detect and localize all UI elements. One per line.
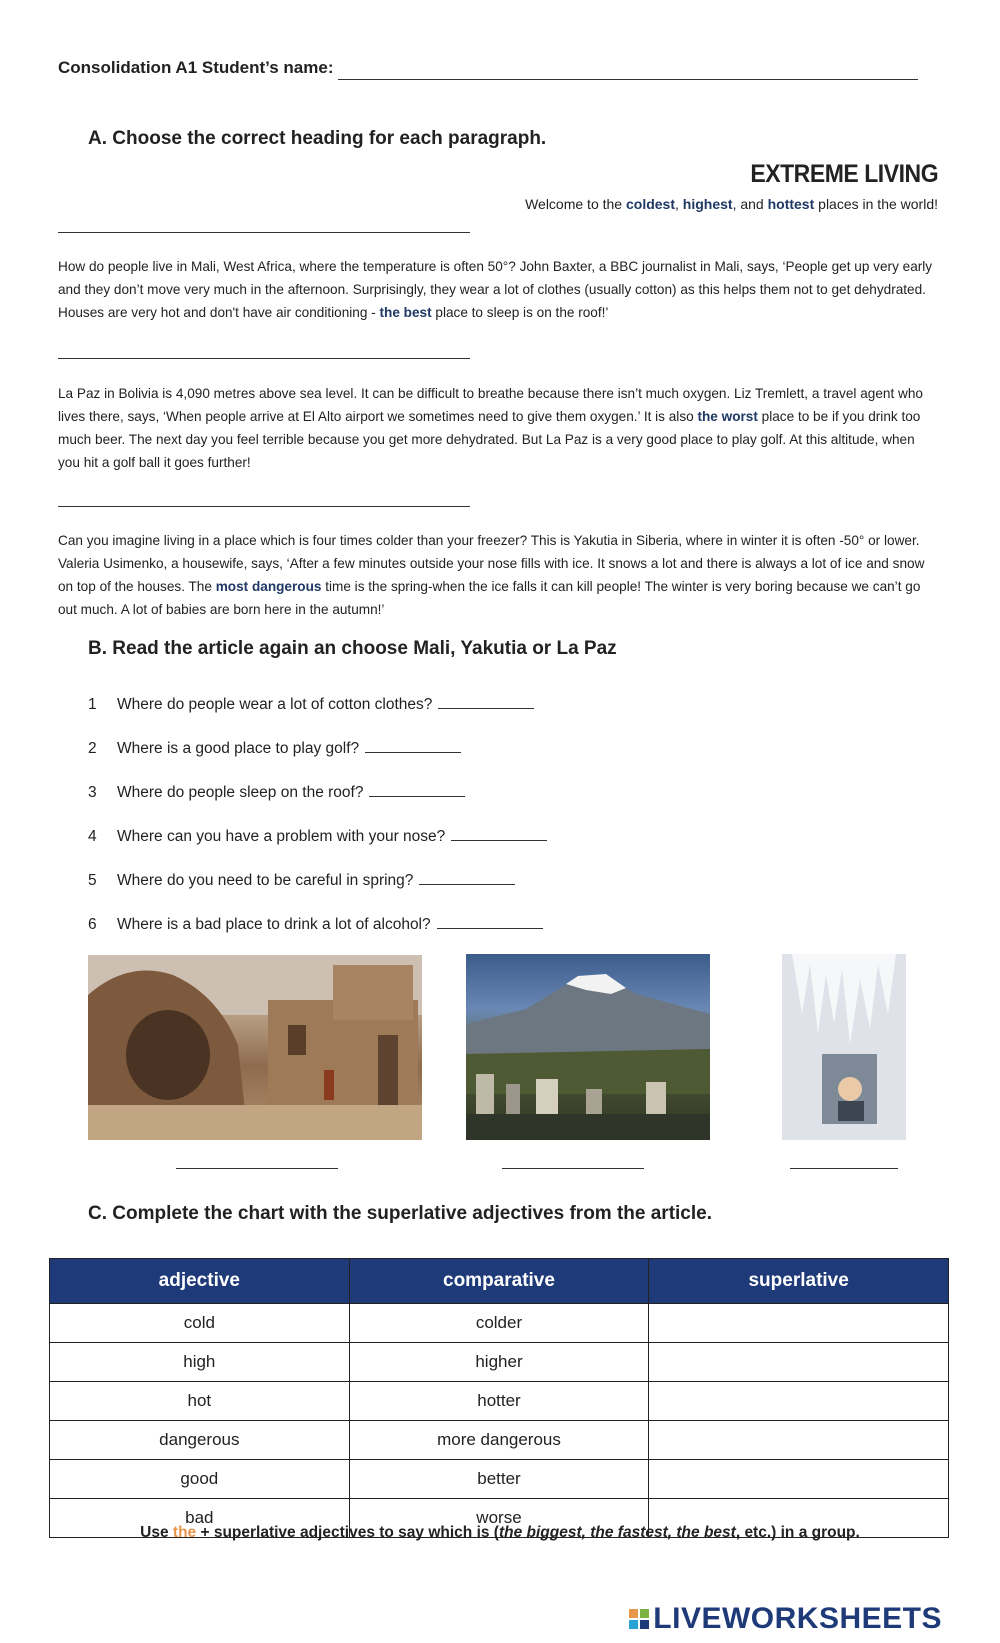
yakutia-photo <box>782 954 906 1140</box>
superlative-input[interactable] <box>649 1382 949 1421</box>
superlative-input[interactable] <box>649 1421 949 1460</box>
adjective-cell: good <box>50 1460 350 1499</box>
photo-caption-input-2[interactable] <box>502 1168 644 1169</box>
comparative-cell: worse <box>349 1499 649 1538</box>
comparative-cell: better <box>349 1460 649 1499</box>
heading-answer-input-3[interactable] <box>58 506 470 507</box>
table-row <box>50 1343 949 1382</box>
adjective-cell: hot <box>50 1382 350 1421</box>
column-header-comparative: comparative <box>349 1259 649 1304</box>
adjective-cell: cold <box>50 1304 350 1343</box>
adjective-cell: bad <box>50 1499 350 1538</box>
answer-input[interactable] <box>451 826 547 841</box>
question-item: 5 Where do you need to be careful in spring? <box>88 870 515 890</box>
la-paz-photo <box>466 954 710 1140</box>
heading-answer-input-1[interactable] <box>58 232 470 233</box>
comparative-cell: higher <box>349 1343 649 1382</box>
question-item: 3 Where do people sleep on the roof? <box>88 782 465 802</box>
superlative-input[interactable] <box>649 1304 949 1343</box>
question-item: 6 Where is a bad place to drink a lot of alcohol? <box>88 914 543 934</box>
answer-input[interactable] <box>369 782 465 797</box>
adjective-cell: high <box>50 1343 350 1382</box>
question-item: 4 Where can you have a problem with your nose? <box>88 826 547 846</box>
heading-answer-input-2[interactable] <box>58 358 470 359</box>
student-name-label: Consolidation A1 Student’s name: <box>58 58 334 77</box>
highlight-coldest: coldest <box>625 196 675 212</box>
question-item: 2 Where is a good place to play golf? <box>88 738 461 758</box>
comparative-cell: more dangerous <box>349 1421 649 1460</box>
answer-input[interactable] <box>437 914 543 929</box>
table-row <box>50 1304 949 1343</box>
adjectives-chart <box>49 1258 949 1538</box>
article-subtitle: Welcome to the coldest, highest, and hottest places in the world! <box>525 196 938 212</box>
comparative-cell: colder <box>349 1304 649 1343</box>
section-c-heading: C. Complete the chart with the superlative adjectives from the article. <box>88 1203 713 1224</box>
brand-name: LIVEWORKSHEETS <box>653 1602 942 1635</box>
superlative-input[interactable] <box>649 1460 949 1499</box>
column-header-superlative: superlative <box>649 1259 949 1304</box>
table-row <box>50 1382 949 1421</box>
highlight-highest: highest <box>682 196 733 212</box>
photo-caption-input-1[interactable] <box>176 1168 338 1169</box>
liveworksheets-icon <box>629 1609 649 1629</box>
paragraph-la-paz: La Paz in Bolivia is 4,090 metres above sea level. It can be difficult to breathe because there isn’t much oxygen. Liz Tremlett, a travel agent who lives there, says, ‘When people arrive at El Alto airport we sometimes need to give them oxygen.’ It is also the worst place to be if you drink too much beer. The next day you feel terrible because you get more dehydrated. But La Paz is a very good place to play golf. At this altitude, when you hit a golf ball it goes further! <box>58 386 923 470</box>
answer-input[interactable] <box>438 694 534 709</box>
photo-caption-input-3[interactable] <box>790 1168 898 1169</box>
article-title: EXTREME LIVING <box>750 160 938 188</box>
grammar-rule-note: Use the + superlative adjectives to say which is (the biggest, the fastest, the best, etc.) in a group. <box>140 1524 860 1541</box>
liveworksheets-logo <box>629 1602 942 1636</box>
student-name-input[interactable] <box>338 79 918 80</box>
table-row <box>50 1421 949 1460</box>
superlative-input[interactable] <box>649 1343 949 1382</box>
paragraph-yakutia: Can you imagine living in a place which is four times colder than your freezer? This is Yakutia in Siberia, where in winter it is often -50° or lower. Valeria Usimenko, a housewife, says, ‘After a few minutes outside your nose fills with ice. It snows a lot and there is always a lot of ice and snow on top of the houses. The most dangerous time is the spring-when the ice falls it can kill people! The winter is very boring because we can’t go out much. A lot of babies are born here in the autumn!’ <box>58 533 925 617</box>
adjective-cell: dangerous <box>50 1421 350 1460</box>
table-row <box>50 1460 949 1499</box>
answer-input[interactable] <box>419 870 515 885</box>
comparative-cell: hotter <box>349 1382 649 1421</box>
mali-photo <box>88 955 422 1140</box>
question-item: 1 Where do people wear a lot of cotton clothes? <box>88 694 534 714</box>
highlight-hottest: hottest <box>767 196 815 212</box>
paragraph-mali: How do people live in Mali, West Africa, where the temperature is often 50°? John Baxter, a BBC journalist in Mali, says, ‘People get up very early and they don’t move very much in the afternoon. Surprisingly, they wear a lot of clothes (usually cotton) as this helps them not to get dehydrated. Houses are very hot and don't have air conditioning - the best place to sleep is on the roof!’ <box>58 259 933 320</box>
answer-input[interactable] <box>365 738 461 753</box>
section-b-heading: B. Read the article again an choose Mali, Yakutia or La Paz <box>88 638 617 659</box>
column-header-adjective: adjective <box>50 1259 350 1304</box>
chart-header-row <box>50 1259 949 1304</box>
section-a-heading: A. Choose the correct heading for each paragraph. <box>88 128 547 149</box>
